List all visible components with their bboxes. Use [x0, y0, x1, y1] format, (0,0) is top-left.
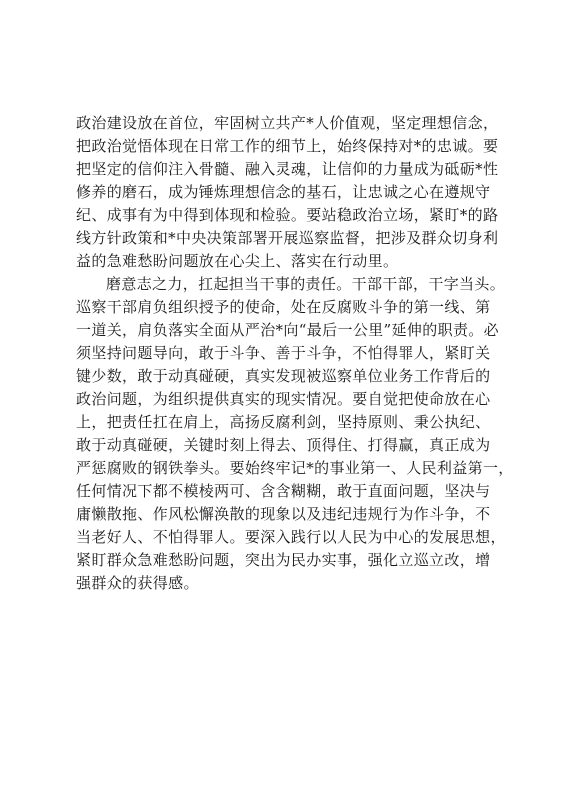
paragraph-line: 上，把责任扛在肩上，高扬反腐利剑，坚持原则、秉公执纪、	[76, 413, 491, 431]
paragraph-line: 当老好人、不怕得罪人。要深入践行以人民为中心的发展思想，	[76, 528, 506, 546]
paragraph-line: 严惩腐败的钢铁拳头。要始终牢记*的事业第一、人民利益第一，	[76, 459, 514, 477]
paragraph-line: 任何情况下都不模棱两可、含含糊糊，敢于直面问题，坚决与	[76, 482, 491, 500]
paragraph-line: 政治问题，为组织提供真实的现实情况。要自觉把使命放在心	[76, 390, 491, 408]
paragraph-line: 一道关，肩负落实全面从严治*向“最后一公里”延伸的职责。必	[76, 321, 499, 339]
paragraph-line: 益的急难愁盼问题放在心尖上、落实在行动里。	[76, 252, 399, 270]
paragraph-line: 把政治觉悟体现在日常工作的细节上，始终保持对*的忠诚。要	[76, 137, 499, 155]
paragraph-line: 键少数，敢于动真碰硬，真实发现被巡察单位业务工作背后的	[76, 367, 491, 385]
paragraph-line: 敢于动真碰硬，关键时刻上得去、顶得住、打得赢，真正成为	[76, 436, 491, 454]
paragraph-line: 紧盯群众急难愁盼问题，突出为民办实事，强化立巡立改，增	[76, 551, 491, 569]
document-body	[76, 112, 516, 595]
paragraph-line: 庸懒散拖、作风松懈涣散的现象以及违纪违规行为作斗争，不	[76, 505, 491, 523]
paragraph-line: 线方针政策和*中央决策部署开展巡察监督，把涉及群众切身利	[76, 229, 499, 247]
paragraph-line: 磨意志之力，扛起担当干事的责任。干部干部，干字当头。	[106, 275, 506, 293]
paragraph-line: 巡察干部肩负组织授予的使命，处在反腐败斗争的第一线、第	[76, 298, 491, 316]
paragraph-1	[76, 112, 516, 273]
paragraph-line: 纪、成事有为中得到体现和检验。要站稳政治立场，紧盯*的路	[76, 206, 499, 224]
paragraph-line: 须坚持问题导向，敢于斗争、善于斗争，不怕得罪人，紧盯关	[76, 344, 491, 362]
paragraph-2	[76, 273, 516, 595]
paragraph-line: 强群众的获得感。	[76, 574, 199, 592]
paragraph-line: 政治建设放在首位，牢固树立共产*人价值观，坚定理想信念，	[76, 114, 499, 132]
paragraph-line: 把坚定的信仰注入骨髓、融入灵魂，让信仰的力量成为砥砺*性	[76, 160, 499, 178]
paragraph-line: 修养的磨石，成为锤炼理想信念的基石，让忠诚之心在遵规守	[76, 183, 491, 201]
